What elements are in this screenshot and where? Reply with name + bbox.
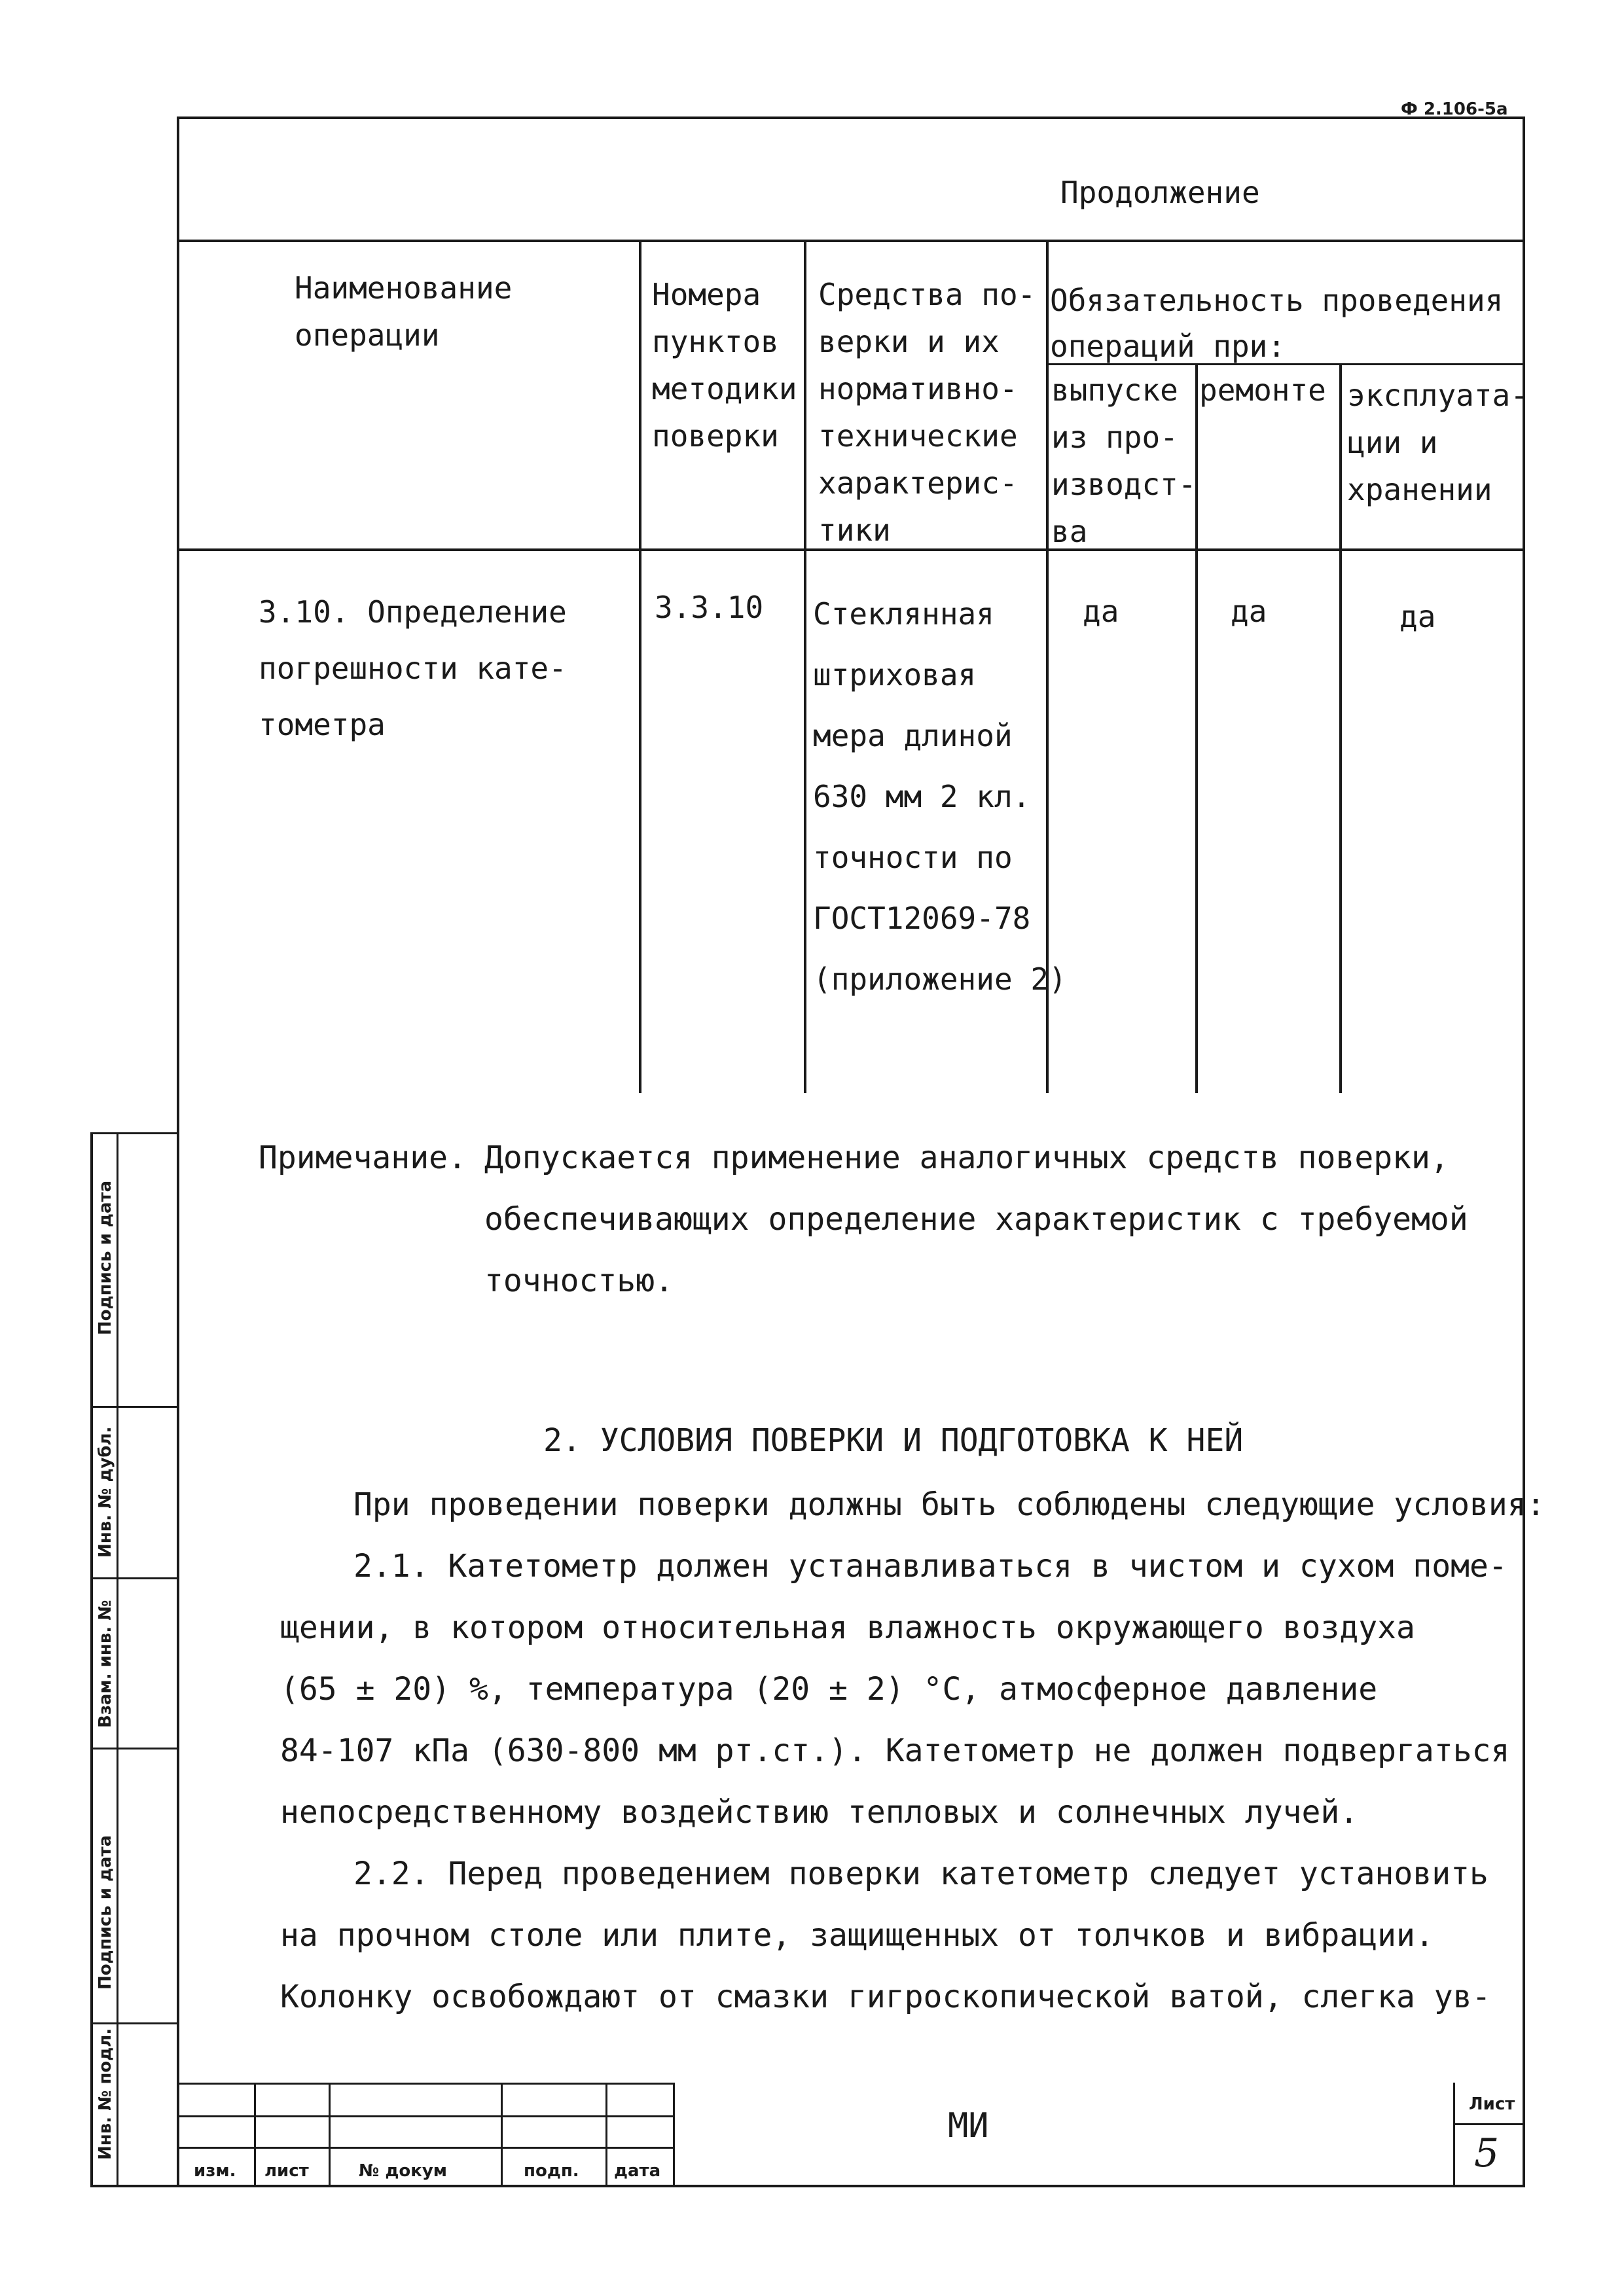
paragraph-line: непосредственному воздействию тепловых и солнечных лучей.: [280, 1794, 1359, 1831]
stamp-col-line: [673, 2083, 675, 2186]
header-points: Номера пунктов методики поверки: [652, 277, 797, 454]
row-operation-storage: да: [1399, 599, 1436, 634]
stamp-col-line: [329, 2083, 331, 2186]
paragraph-line: 2.2. Перед проведением поверки катетометр следует установить: [353, 1856, 1489, 1892]
side-signature-date-bottom: Подпись и дата: [96, 1835, 115, 1990]
row-means: Стеклянная штриховая мера длиной 630 мм 2 кл. точности по ГОСТ12069-78 (приложение 2): [813, 596, 1067, 997]
form-code: Ф 2.106-5а: [1401, 99, 1508, 119]
header-operation-name: Наименование операции: [295, 270, 513, 353]
header-repair: ремонте: [1199, 372, 1326, 408]
stamp-change-label: изм.: [194, 2161, 236, 2181]
row-points: 3.3.10: [655, 590, 764, 625]
paragraph-line: 84-107 кПа (630-800 мм рт.ст.). Катетометр не должен подвергаться: [280, 1732, 1510, 1769]
side-top-line: [90, 1132, 177, 1134]
continuation-label: Продолжение: [1060, 175, 1260, 210]
header-operation-storage: эксплуата- ции и хранении: [1347, 378, 1528, 507]
row-repair: да: [1231, 594, 1267, 629]
side-signature-date-top: Подпись и дата: [96, 1180, 115, 1335]
paragraph-line: 2.1. Катетометр должен устанавливаться в чистом и сухом поме-: [353, 1548, 1507, 1585]
paragraph-line: Колонку освобождают от смазки гигроскопической ватой, слегка ув-: [280, 1979, 1491, 2015]
side-divider: [90, 1748, 177, 1749]
side-divider: [90, 1406, 177, 1408]
side-dup-number: Инв. № дубл.: [96, 1426, 115, 1558]
stamp-sheet-label: лист: [264, 2161, 309, 2181]
col-divider-5: [1339, 365, 1342, 1093]
stamp-col-line: [605, 2083, 607, 2186]
frame-bottom: [92, 2185, 1525, 2187]
stamp-date-label: дата: [614, 2161, 661, 2181]
paragraph-line: на прочном столе или плите, защищенных от толчков и вибрации.: [280, 1917, 1434, 1954]
note-line-2: обеспечивающих определение характеристик с требуемой: [484, 1201, 1468, 1238]
note-label: Примечание.: [259, 1139, 467, 1176]
stamp-col-line: [254, 2083, 256, 2186]
sheet-number: 5: [1474, 2130, 1500, 2176]
side-divider: [90, 2022, 177, 2024]
document-designation: МИ: [948, 2106, 989, 2145]
stamp-top-line: [177, 2083, 674, 2085]
table-top-line: [177, 240, 1525, 242]
frame-left: [177, 117, 179, 2186]
header-means: Средства по- верки и их нормативно- технические характерис- тики: [818, 277, 1036, 548]
side-divider: [90, 1577, 177, 1579]
row-operation-name: 3.10. Определение погрешности кате- тометра: [259, 594, 567, 742]
sheet-box-left: [1453, 2083, 1455, 2186]
side-replace-number: Взам. инв. №: [96, 1600, 115, 1728]
side-original-number: Инв. № подл.: [96, 2028, 115, 2160]
row-release: да: [1083, 594, 1119, 629]
header-obligation: Обязательность проведения операций при:: [1050, 283, 1504, 364]
paragraph-line: (65 ± 20) %, температура (20 ± 2) °С, атмосферное давление: [280, 1671, 1378, 1708]
stamp-mid-line: [177, 2147, 674, 2149]
paragraph-line: При проведении поверки должны быть соблюдены следующие условия:: [353, 1486, 1545, 1523]
stamp-doc-number-label: № докум: [359, 2161, 448, 2181]
frame-top: [177, 117, 1525, 119]
paragraph-line: щении, в котором относительная влажность окружающего воздуха: [280, 1609, 1415, 1646]
note-line-3: точностью.: [484, 1263, 674, 1299]
sheet-box-divider: [1453, 2123, 1525, 2125]
stamp-signature-label: подп.: [524, 2161, 579, 2181]
sheet-label: Лист: [1469, 2094, 1515, 2114]
col-divider-1: [639, 242, 641, 1093]
section-2-title: 2. УСЛОВИЯ ПОВЕРКИ И ПОДГОТОВКА К НЕЙ: [543, 1422, 1244, 1459]
stamp-mid-line: [177, 2115, 674, 2117]
side-inner-line: [117, 1132, 118, 2187]
header-release: выпуске из про- изводст- ва: [1051, 372, 1197, 549]
note-line-1: Допускается применение аналогичных средств поверки,: [484, 1139, 1449, 1176]
stamp-col-line: [501, 2083, 503, 2186]
col-divider-2: [804, 242, 806, 1093]
side-outer-line: [90, 1132, 93, 2187]
